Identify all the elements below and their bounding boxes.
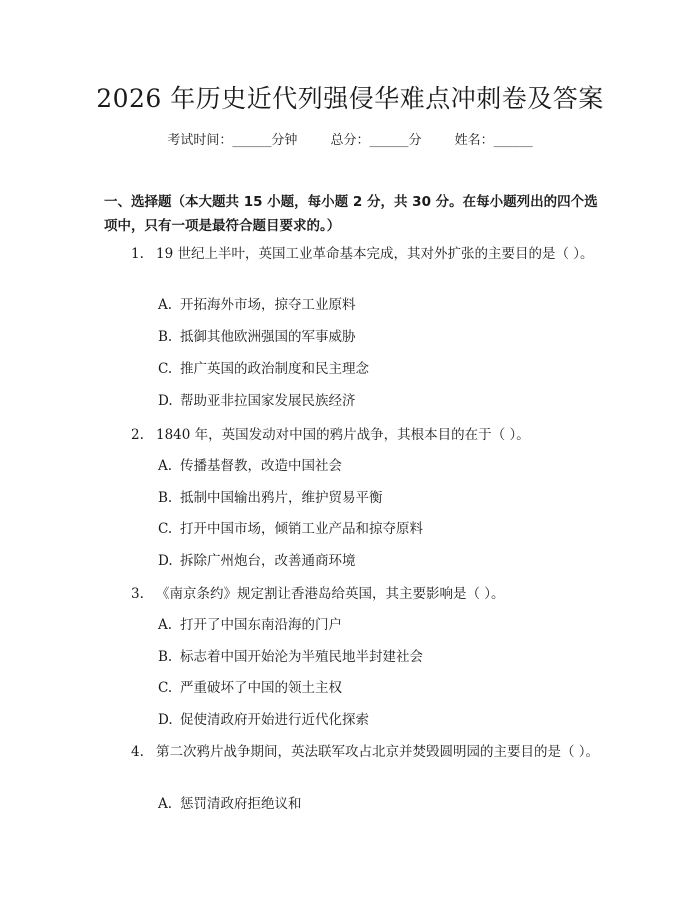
option-text: 传播基督教，改造中国社会 (180, 458, 342, 474)
question-text: 第二次鸦片战争期间，英法联军攻占北京并焚毁圆明园的主要目的是（ ）。 (156, 744, 600, 760)
question-2 (104, 424, 602, 446)
section-heading: 一、选择题（本大题共 15 小题，每小题 2 分，共 30 分。在每小题列出的四个选项中，只有一项是最符合题目要求的。） (104, 194, 598, 234)
option-text: 促使清政府开始进行近代化探索 (180, 712, 369, 728)
option-letter: A. (158, 796, 173, 812)
option-letter: A. (158, 297, 173, 313)
option-2c (158, 519, 423, 539)
question-number: 1. (131, 246, 144, 262)
option-letter: A. (158, 617, 173, 633)
exam-time-field: 考试时间：______分钟 (167, 133, 298, 148)
option-text: 严重破坏了中国的领土主权 (180, 680, 342, 696)
option-1d (158, 391, 356, 411)
page-title: 2026 年历史近代列强侵华难点冲刺卷及答案 (96, 84, 604, 113)
question-text: 19 世纪上半叶，英国工业革命基本完成，其对外扩张的主要目的是（ ）。 (156, 246, 594, 262)
question-number: 2. (131, 427, 144, 443)
total-score-field: 总分：______分 (330, 133, 422, 148)
option-letter: D. (158, 553, 173, 569)
option-text: 打开了中国东南沿海的门户 (180, 617, 342, 633)
option-text: 帮助亚非拉国家发展民族经济 (180, 393, 356, 409)
option-2d (158, 551, 356, 571)
option-2a (158, 456, 342, 476)
option-3a (158, 615, 342, 635)
question-1 (104, 243, 602, 265)
question-3 (104, 583, 602, 605)
option-text: 惩罚清政府拒绝议和 (180, 796, 302, 812)
option-letter: B. (158, 329, 173, 345)
option-letter: C. (158, 361, 173, 377)
option-3c (158, 678, 342, 698)
question-text: 《南京条约》规定割让香港岛给英国，其主要影响是（ ）。 (156, 586, 505, 602)
option-letter: C. (158, 521, 173, 537)
option-text: 抵御其他欧洲强国的军事威胁 (180, 329, 356, 345)
question-text: 1840 年，英国发动对中国的鸦片战争，其根本目的在于（ ）。 (156, 427, 530, 443)
option-letter: C. (158, 680, 173, 696)
option-text: 拆除广州炮台，改善通商环境 (180, 553, 356, 569)
option-3d (158, 710, 369, 730)
option-2b (158, 488, 383, 508)
option-letter: D. (158, 712, 173, 728)
option-text: 打开中国市场，倾销工业产品和掠夺原料 (180, 521, 423, 537)
option-4a (158, 794, 302, 814)
option-1b (158, 327, 356, 347)
option-text: 抵制中国输出鸦片，维护贸易平衡 (180, 490, 383, 506)
option-letter: B. (158, 649, 173, 665)
option-letter: D. (158, 393, 173, 409)
option-1a (158, 295, 356, 315)
option-1c (158, 359, 369, 379)
question-4 (104, 741, 602, 763)
option-letter: B. (158, 490, 173, 506)
option-text: 开拓海外市场，掠夺工业原料 (180, 297, 356, 313)
option-text: 标志着中国开始沦为半殖民地半封建社会 (180, 649, 423, 665)
name-field: 姓名：______ (454, 133, 533, 148)
option-3b (158, 647, 423, 667)
exam-info-line (0, 131, 700, 151)
option-text: 推广英国的政治制度和民主理念 (180, 361, 369, 377)
question-number: 4. (131, 744, 144, 760)
option-letter: A. (158, 458, 173, 474)
question-number: 3. (131, 586, 144, 602)
